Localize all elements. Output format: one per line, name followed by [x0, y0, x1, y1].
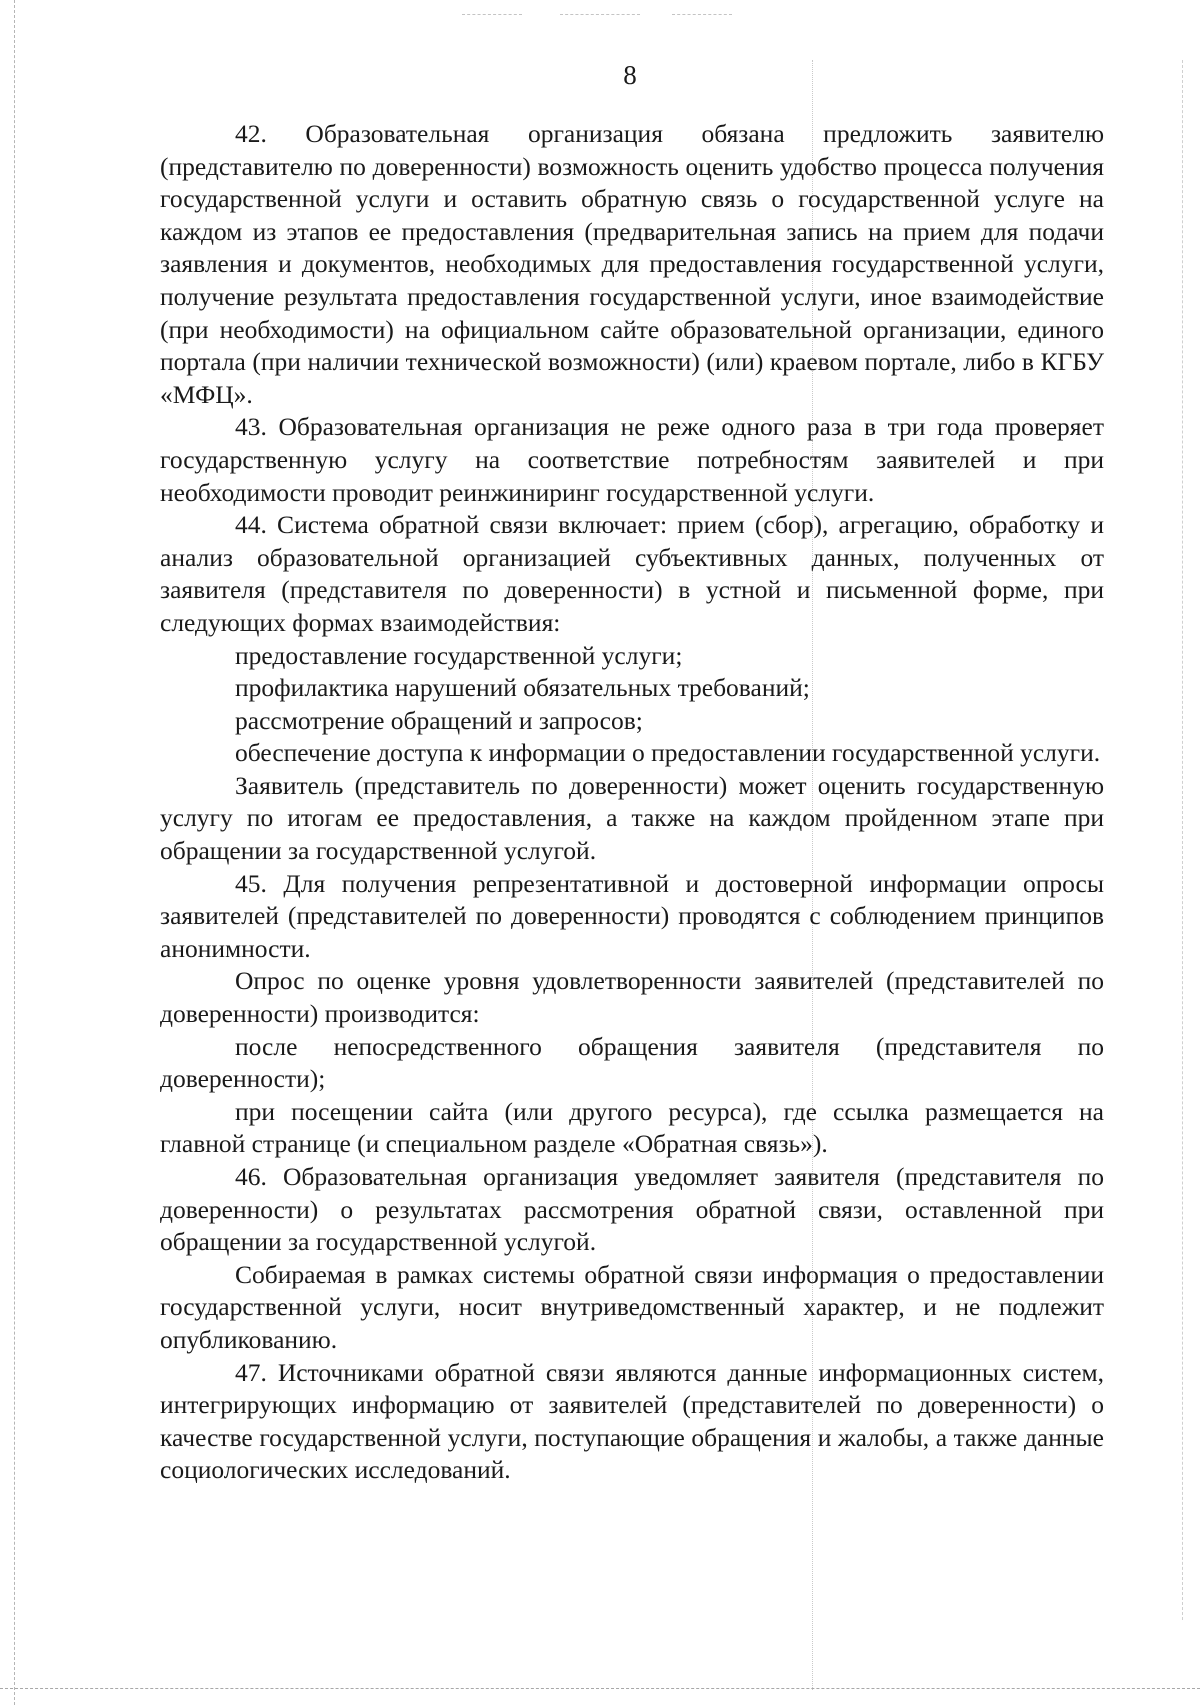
- paragraph-applicant-evaluation: Заявитель (представитель по доверенности) может оценить государственную услугу по итогам ее предоставления, а также на каждом пройденном этапе при обращении за государственной услугой.: [160, 770, 1104, 866]
- paragraph-collected-info: Собираемая в рамках системы обратной связи информация о предоставлении государственной услуги, носит внутриведомственный характер, и не подлежит опубликованию.: [160, 1259, 1104, 1354]
- list-item: предоставление государственной услуги;: [235, 640, 683, 670]
- list-item: обеспечение доступа к информации о предоставлении государственной услуги.: [235, 738, 1101, 768]
- scan-edge-top: [672, 14, 732, 15]
- scan-edge-top: [462, 14, 522, 15]
- scan-edge-left: [14, 0, 15, 1705]
- list-item: после непосредственного обращения заявителя (представителя по доверенности);: [160, 1031, 1104, 1094]
- paragraph-survey-intro: Опрос по оценке уровня удовлетворенности заявителей (представителей по доверенности) производится:: [160, 966, 1104, 1029]
- paragraph-42: 42. Образовательная организация обязана предложить заявителю (представителю по доверенности) возможность оценить удобство процесса получения государственной услуги и оставить обратную связь о государственной услуге на каждом из этапов ее предоставления (предварительная запись на прием для подачи заявления и документов, необходимых для предоставления государственной услуги, получение результата предоставления государственной услуги, иное взаимодействие (при необходимости) на официальном сайте образовательной организации, единого портала (при наличии технической возможности) (или) краевом портале, либо в КГБУ «МФЦ».: [160, 119, 1104, 409]
- page-number: 8: [623, 60, 637, 90]
- paragraph-47: 47. Источниками обратной связи являются данные информационных систем, интегрирующих информацию от заявителей (представителей по доверенности) о качестве государственной услуги, поступающие обращения и жалобы, а также данные социологических исследований.: [160, 1357, 1104, 1485]
- list-item: рассмотрение обращений и запросов;: [235, 705, 643, 735]
- paragraph-45: 45. Для получения репрезентативной и достоверной информации опросы заявителей (представителей по доверенности) проводятся с соблюдением принципов анонимности.: [160, 868, 1104, 963]
- scan-edge-top: [560, 14, 640, 15]
- paragraph-44: 44. Система обратной связи включает: прием (сбор), агрегацию, обработку и анализ образовательной организацией субъективных данных, полученных от заявителя (представителя по доверенности) в устной и письменной форме, при следующих формах взаимодействия:: [160, 510, 1104, 637]
- paragraph-46: 46. Образовательная организация уведомляет заявителя (представителя по доверенности) о результатах рассмотрения обратной связи, оставленной при обращении за государственной услугой.: [160, 1162, 1104, 1257]
- document-body: [160, 118, 1104, 1487]
- paragraph-43: 43. Образовательная организация не реже одного раза в три года проверяет государственную услугу на соответствие потребностям заявителей и при необходимости проводит реинжиниринг государственной услуги.: [160, 412, 1104, 507]
- scan-edge-bottom: [0, 1688, 1200, 1689]
- scan-edge-right: [1182, 60, 1183, 1620]
- list-item: профилактика нарушений обязательных требований;: [235, 673, 810, 703]
- list-item: при посещении сайта (или другого ресурса), где ссылка размещается на главной странице (и специальном разделе «Обратная связь»).: [160, 1096, 1104, 1159]
